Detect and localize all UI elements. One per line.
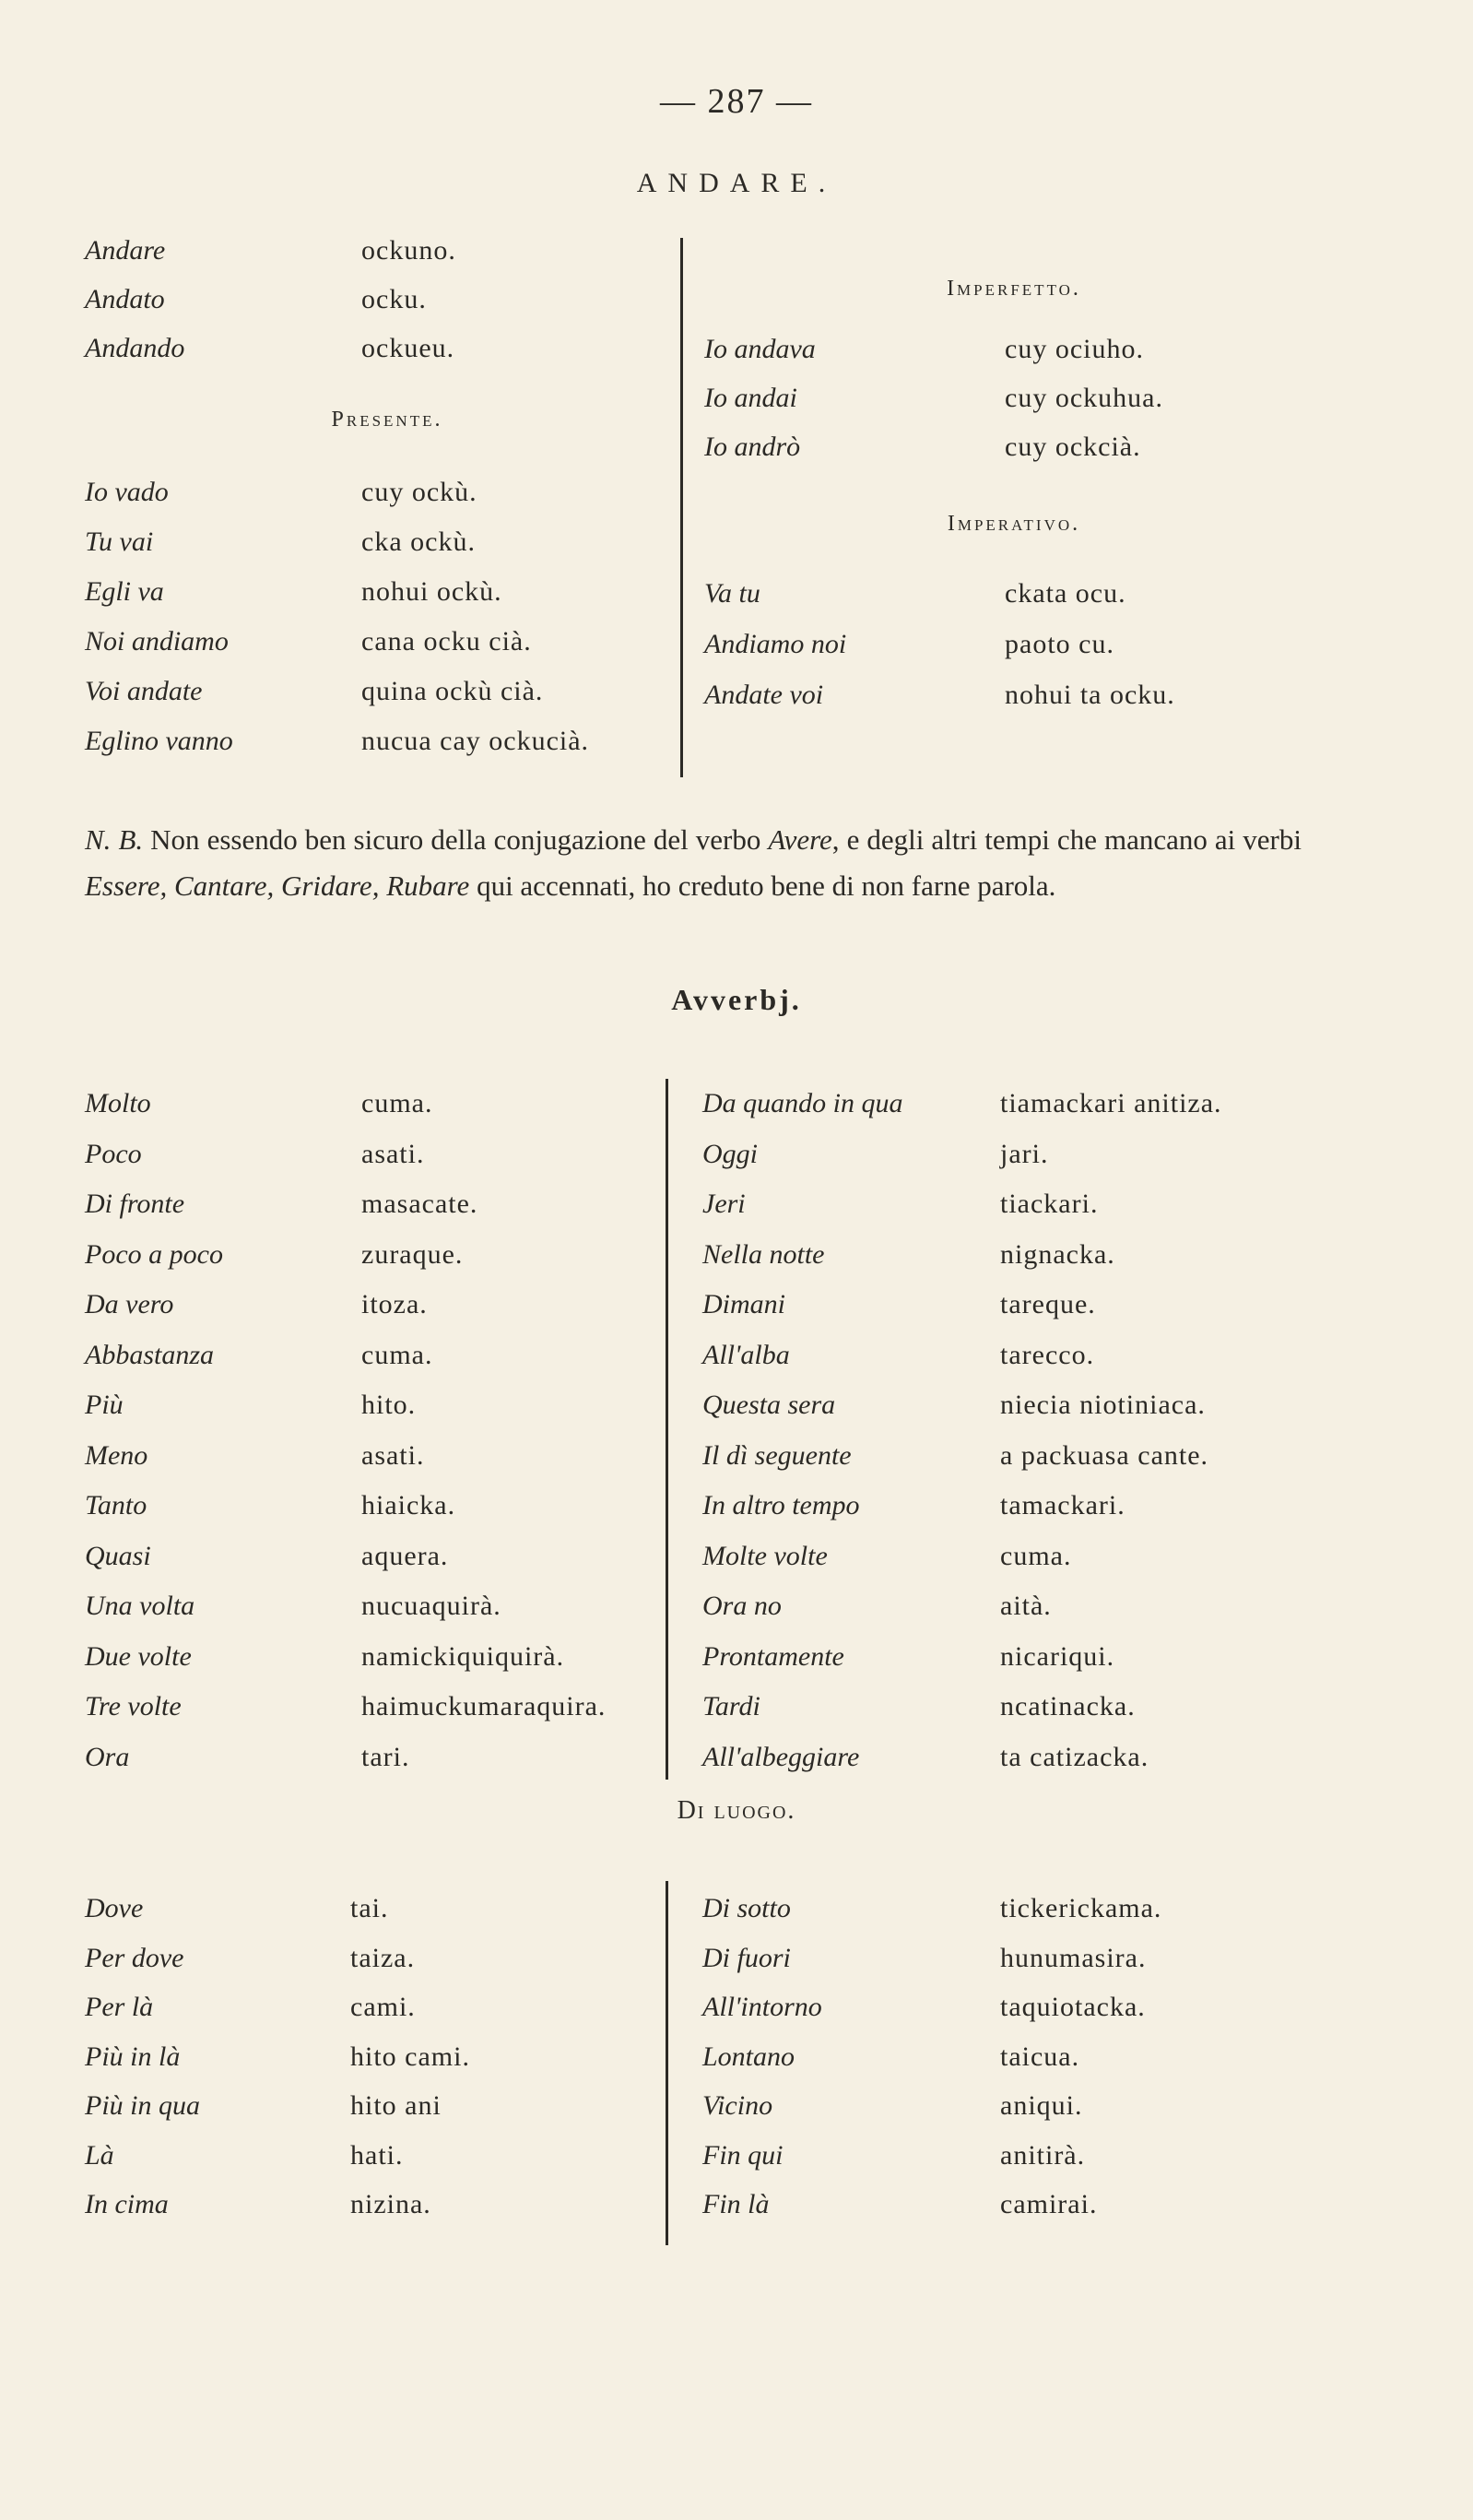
translation-term: tarecco. [1000,1339,1095,1370]
translation-term: cuma. [361,1088,433,1118]
italian-term: All'alba [702,1339,790,1370]
translation-term: hunumasira. [1000,1942,1147,1973]
translation-term: cka ockù. [361,526,476,557]
translation-term: cuy ockcià. [1005,432,1141,462]
translation-term: hiaicka. [361,1490,456,1520]
translation-term: hito. [361,1390,417,1420]
translation-term: tai. [350,1893,389,1923]
translation-term: hito ani [350,2090,442,2121]
italian-term: In cima [85,2189,169,2219]
translation-term: taquiotacka. [1000,1992,1146,2022]
translation-term: hati. [350,2139,404,2171]
italian-term: Questa sera [702,1390,836,1420]
translation-term: nohui ta ocku. [1005,680,1175,710]
italian-term: Quasi [85,1540,151,1571]
translation-term: ckata ocu. [1005,578,1126,609]
di-luogo-title: Di luogo. [677,1796,796,1825]
translation-term: aquera. [361,1540,449,1571]
nb-text-2: , e degli altri tempi che mancano ai verbi [831,823,1302,856]
italian-term: Più in qua [85,2090,200,2121]
italian-term: Jeri [702,1189,746,1219]
translation-term: nohui ockù. [361,576,502,607]
nb-verb-avere: Avere [768,823,832,856]
italian-term: Molto [85,1088,151,1118]
italian-term: Per dove [85,1942,184,1973]
translation-term: ockueu. [361,333,455,363]
italian-term: Andiamo noi [704,629,847,659]
translation-term: nizina. [350,2189,431,2219]
italian-term: All'albeggiare [702,1741,860,1772]
italian-term: Noi andiamo [85,626,229,657]
avverbj-title: Avverbj. [671,983,802,1016]
translation-term: zuraque. [361,1238,464,1270]
italian-term: Tre volte [85,1691,182,1721]
translation-term: niecia niotiniaca. [1000,1390,1206,1420]
translation-term: tamackari. [1000,1490,1125,1520]
translation-term: namickiquiquirà. [361,1640,565,1672]
italian-term: Abbastanza [85,1339,215,1370]
italian-term: Di sotto [702,1893,791,1923]
translation-term: nignacka. [1000,1238,1115,1270]
imperfetto-heading: Imperfetto. [947,277,1081,301]
italian-term: Ora no [702,1591,782,1621]
translation-term: anitirà. [1000,2139,1086,2171]
imperativo-heading: Imperativo. [947,512,1081,536]
italian-term: Io andava [704,334,816,364]
translation-term: cami. [350,1992,416,2022]
translation-term: cuy ockuhua. [1005,383,1163,413]
column-divider [680,238,683,777]
presente-heading: Presente. [331,408,443,432]
translation-term: cuma. [361,1339,433,1370]
translation-term: quina ockù cià. [361,676,544,706]
translation-term: asati. [361,1138,425,1169]
translation-term: haimuckumaraquira. [361,1691,607,1721]
italian-term: Ora [85,1741,130,1772]
italian-term: Da vero [85,1289,174,1319]
translation-term: cuy ockù. [361,477,477,507]
translation-term: jari. [1000,1138,1049,1169]
italian-term: Io andai [704,383,797,413]
translation-term: hito cami. [350,2041,470,2072]
translation-term: cuy ociuho. [1005,334,1144,364]
translation-term: aniqui. [1000,2090,1083,2121]
translation-term: taicua. [1000,2041,1080,2072]
italian-term: Eglino vanno [85,726,233,756]
translation-term: a packuasa cante. [1000,1439,1209,1471]
italian-term: Poco [85,1138,142,1169]
italian-term: Due volte [85,1640,192,1672]
italian-term: Fin là [702,2189,770,2219]
translation-term: nucuaquirà. [361,1591,501,1621]
column-divider [666,1881,668,2245]
translation-term: aità. [1000,1591,1052,1621]
translation-term: ncatinacka. [1000,1691,1136,1721]
italian-term: Di fuori [702,1942,791,1973]
italian-term: Andando [85,333,185,363]
italian-term: Prontamente [702,1640,844,1672]
translation-term: itoza. [361,1289,428,1319]
italian-term: Andato [85,284,165,314]
andare-title: ANDARE. [636,168,837,198]
italian-term: Va tu [704,578,760,609]
column-divider [666,1079,668,1780]
translation-term: taiza. [350,1942,416,1973]
italian-term: Dove [85,1893,144,1923]
translation-term: ocku. [361,284,427,314]
translation-term: asati. [361,1439,425,1471]
italian-term: Voi andate [85,676,203,706]
nb-text-3: qui accennati, ho creduto bene di non farne parola. [469,870,1056,902]
translation-term: cana ocku cià. [361,626,532,657]
translation-term: nucua cay ockucià. [361,726,590,756]
translation-term: tari. [361,1741,410,1772]
italian-term: Fin qui [702,2139,784,2171]
italian-term: All'intorno [702,1992,822,2022]
translation-term: paoto cu. [1005,629,1114,659]
translation-term: masacate. [361,1189,478,1219]
page-number: — 287 — [660,82,813,121]
italian-term: Io andrò [704,432,801,462]
translation-term: tiamackari anitiza. [1000,1088,1222,1118]
italian-term: Più in là [85,2041,181,2072]
nb-label: N. B. [85,823,144,856]
italian-term: Per là [85,1992,154,2022]
italian-term: Tu vai [85,526,154,557]
nb-verbs-list: Essere, Cantare, Gridare, Rubare [85,870,470,902]
translation-term: camirai. [1000,2189,1098,2219]
italian-term: Lontano [702,2041,795,2072]
translation-term: tiackari. [1000,1189,1099,1219]
italian-term: Molte volte [702,1540,828,1571]
translation-term: ta catizacka. [1000,1741,1149,1772]
italian-term: Tardi [702,1691,760,1721]
translation-term: nicariqui. [1000,1640,1115,1672]
italian-term: Vicino [702,2090,773,2121]
italian-term: Andate voi [704,680,824,710]
translation-term: ockuno. [361,235,456,266]
italian-term: Più [85,1390,124,1420]
translation-term: tickerickama. [1000,1893,1162,1923]
translation-term: cuma. [1000,1540,1072,1571]
italian-term: Andare [85,235,166,266]
italian-term: Da quando in qua [702,1088,903,1118]
italian-term: Egli va [85,576,164,607]
italian-term: Di fronte [85,1189,185,1219]
italian-term: Oggi [702,1138,758,1169]
italian-term: Dimani [702,1289,785,1319]
nota-bene-paragraph [85,817,1302,909]
italian-term: Io vado [85,477,169,507]
italian-term: Poco a poco [85,1238,223,1270]
italian-term: Nella notte [702,1238,825,1270]
italian-term: Meno [85,1439,148,1471]
translation-term: tareque. [1000,1289,1096,1319]
italian-term: Là [85,2139,114,2171]
italian-term: Tanto [85,1490,147,1520]
italian-term: In altro tempo [702,1490,860,1520]
italian-term: Una volta [85,1591,195,1621]
italian-term: Il dì seguente [702,1439,852,1471]
nb-text-1: Non essendo ben sicuro della conjugazione del verbo [143,823,769,856]
